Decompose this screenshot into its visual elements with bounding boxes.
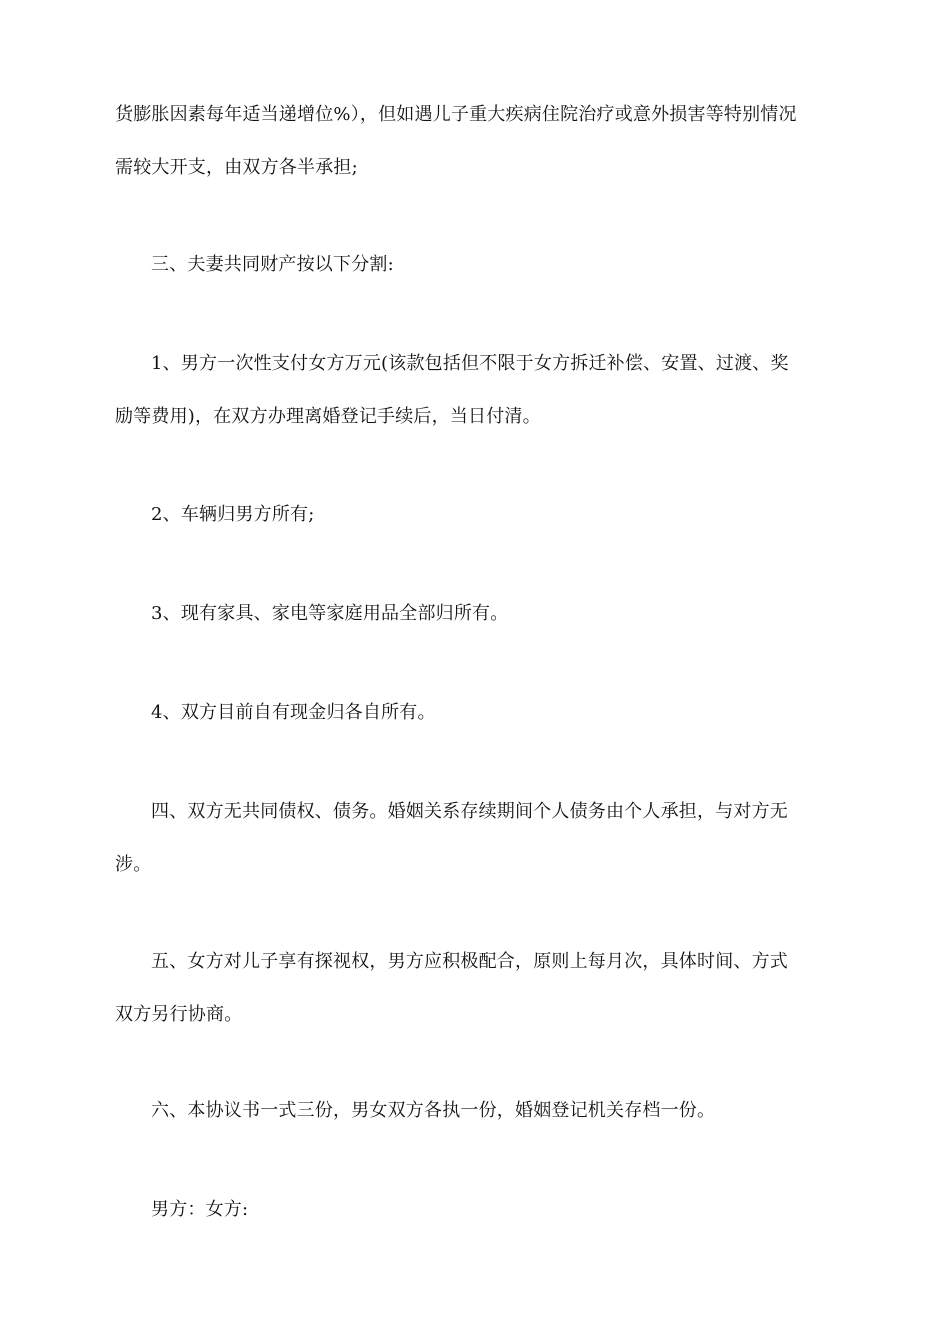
paragraph-line: 四、双方无共同债权、债务。婚姻关系存续期间个人债务由个人承担，与对方无	[151, 801, 788, 822]
clause-item-1	[115, 337, 876, 443]
paragraph-line: 三、夫妻共同财产按以下分割:	[151, 254, 394, 275]
paragraph-line: 4、双方目前自有现金归各自所有。	[151, 702, 436, 723]
signature-line	[115, 1183, 876, 1236]
paragraph-line: 2、车辆归男方所有;	[151, 504, 315, 525]
clause-item-3	[115, 587, 876, 640]
paragraph-line: 货膨胀因素每年适当递增位%），但如遇儿子重大疾病住院治疗或意外损害等特别情况	[115, 104, 797, 125]
section-heading-property-division	[115, 238, 876, 291]
paragraph-line: 五、女方对儿子享有探视权，男方应积极配合，原则上每月次，具体时间、方式	[151, 951, 788, 972]
paragraph-line: 涉。	[115, 854, 152, 875]
paragraph-line: 男方：女方:	[151, 1199, 249, 1220]
section-copies	[115, 1084, 876, 1137]
paragraph-line: 需较大开支，由双方各半承担;	[115, 157, 358, 178]
paragraph-line: 双方另行协商。	[115, 1004, 243, 1025]
clause-item-4	[115, 686, 876, 739]
clause-item-2	[115, 488, 876, 541]
paragraph-line: 1、男方一次性支付女方万元(该款包括但不限于女方拆迁补偿、安置、过渡、奖	[151, 353, 789, 374]
paragraph-line: 励等费用)，在双方办理离婚登记手续后，当日付清。	[115, 406, 541, 427]
section-debts	[115, 785, 876, 891]
section-visitation	[115, 935, 876, 1041]
paragraph-line: 3、现有家具、家电等家庭用品全部归所有。	[151, 603, 509, 624]
paragraph-line: 六、本协议书一式三份，男女双方各执一份，婚姻登记机关存档一份。	[151, 1100, 716, 1121]
paragraph-child-support-continued	[115, 88, 840, 194]
